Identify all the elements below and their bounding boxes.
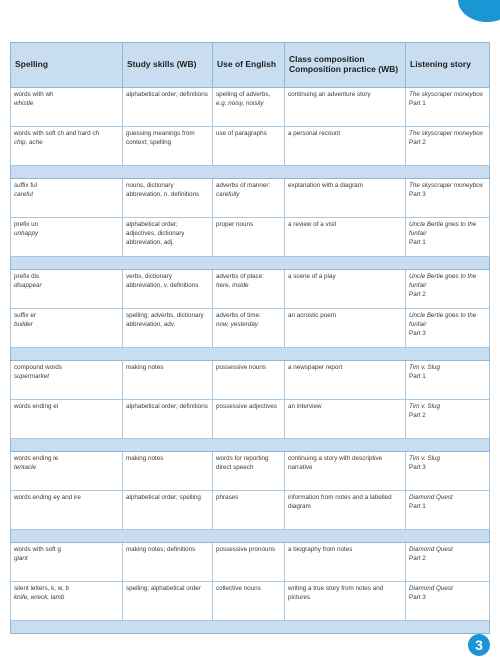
- use-of-english-cell: [213, 361, 285, 400]
- listening-part: Part 1: [409, 100, 426, 107]
- listening-title: Diamond Quest: [409, 494, 453, 501]
- composition-cell: a biography from notes: [285, 543, 406, 582]
- section-divider: [11, 439, 490, 452]
- spelling-cell: [11, 127, 123, 166]
- listening-part: Part 3: [409, 464, 426, 471]
- use-of-english-example: e.g. noisy, noisily: [216, 100, 264, 107]
- spelling-cell: [11, 88, 123, 127]
- listening-part: Part 3: [409, 594, 426, 601]
- section-divider-cell: [11, 166, 490, 179]
- spelling-text: prefix dis: [14, 273, 40, 280]
- listening-part: Part 2: [409, 139, 426, 146]
- section-divider: [11, 348, 490, 361]
- spelling-text: words ending ey and ire: [14, 494, 81, 501]
- study-skills-cell: spelling; adverbs, dictionary abbreviation, adv.: [123, 309, 213, 348]
- table-row: [11, 400, 490, 439]
- table-row: [11, 491, 490, 530]
- table-row: [11, 179, 490, 218]
- section-divider-cell: [11, 439, 490, 452]
- use-of-english-text: collective nouns: [216, 585, 261, 592]
- composition-cell: continuing an adventure story: [285, 88, 406, 127]
- use-of-english-cell: [213, 491, 285, 530]
- spelling-cell: [11, 400, 123, 439]
- header-listening: Listening story: [406, 43, 490, 88]
- listening-title: Tim v. Slug: [409, 403, 440, 410]
- listening-part: Part 2: [409, 412, 426, 419]
- header-spelling: Spelling: [11, 43, 123, 88]
- listening-title: The skyscraper moneybox: [409, 130, 483, 137]
- composition-cell: an acrostic poem: [285, 309, 406, 348]
- study-skills-cell: guessing meanings from context; spelling: [123, 127, 213, 166]
- composition-cell: a personal recount: [285, 127, 406, 166]
- spelling-text: words ending le: [14, 455, 59, 462]
- table-row: [11, 309, 490, 348]
- table-row: [11, 452, 490, 491]
- listening-part: Part 2: [409, 291, 426, 298]
- listening-cell: [406, 452, 490, 491]
- spelling-cell: [11, 361, 123, 400]
- listening-cell: [406, 491, 490, 530]
- table-row: [11, 127, 490, 166]
- section-divider: [11, 530, 490, 543]
- listening-title: Uncle Bertie goes to the funfair: [409, 273, 477, 289]
- spelling-example: supermarket: [14, 373, 49, 380]
- spelling-cell: [11, 218, 123, 257]
- table-row: [11, 543, 490, 582]
- spelling-text: suffix ful: [14, 182, 37, 189]
- spelling-example: tentacle: [14, 464, 37, 471]
- use-of-english-text: proper nouns: [216, 221, 254, 228]
- section-divider-cell: [11, 530, 490, 543]
- listening-cell: [406, 218, 490, 257]
- composition-cell: an interview: [285, 400, 406, 439]
- header-composition: Class composition Composition practice (WB): [285, 43, 406, 88]
- section-divider-cell: [11, 621, 490, 634]
- listening-cell: [406, 543, 490, 582]
- use-of-english-text: phrases: [216, 494, 239, 501]
- study-skills-cell: making notes; definitions: [123, 543, 213, 582]
- listening-cell: [406, 270, 490, 309]
- spelling-text: prefix un: [14, 221, 39, 228]
- use-of-english-cell: [213, 179, 285, 218]
- use-of-english-text: possessive nouns: [216, 364, 267, 371]
- table-row: [11, 218, 490, 257]
- table-row: [11, 361, 490, 400]
- section-divider: [11, 166, 490, 179]
- listening-title: Diamond Quest: [409, 546, 453, 553]
- page-number: 3: [468, 634, 490, 656]
- use-of-english-cell: [213, 582, 285, 621]
- header-use-of-english: Use of English: [213, 43, 285, 88]
- use-of-english-cell: [213, 218, 285, 257]
- use-of-english-cell: [213, 88, 285, 127]
- header-row: [11, 43, 490, 88]
- spelling-example: unhappy: [14, 230, 39, 237]
- composition-cell: a review of a visit: [285, 218, 406, 257]
- study-skills-cell: nouns, dictionary abbreviation, n. definitions: [123, 179, 213, 218]
- spelling-example: chip, ache: [14, 139, 43, 146]
- use-of-english-cell: [213, 270, 285, 309]
- listening-cell: [406, 88, 490, 127]
- listening-part: Part 1: [409, 239, 426, 246]
- corner-decoration: [458, 0, 500, 22]
- spelling-text: compound words: [14, 364, 62, 371]
- section-divider-cell: [11, 348, 490, 361]
- listening-title: Uncle Bertie goes to the funfair: [409, 221, 477, 237]
- use-of-english-text: words for reporting direct speech: [216, 455, 269, 471]
- table-row: [11, 88, 490, 127]
- listening-cell: [406, 179, 490, 218]
- listening-cell: [406, 309, 490, 348]
- spelling-example: knife, wreck, lamb: [14, 594, 65, 601]
- use-of-english-text: use of paragraphs: [216, 130, 267, 137]
- listening-title: The skyscraper moneybox: [409, 182, 483, 189]
- use-of-english-text: adverbs of time:: [216, 312, 261, 319]
- header-study-skills: Study skills (WB): [123, 43, 213, 88]
- study-skills-cell: spelling; alphabetical order: [123, 582, 213, 621]
- use-of-english-example: carefully: [216, 191, 240, 198]
- use-of-english-cell: [213, 452, 285, 491]
- spelling-example: giant: [14, 555, 28, 562]
- study-skills-cell: making notes: [123, 452, 213, 491]
- listening-cell: [406, 400, 490, 439]
- spelling-example: whistle: [14, 100, 34, 107]
- use-of-english-cell: [213, 309, 285, 348]
- spelling-cell: [11, 582, 123, 621]
- spelling-cell: [11, 309, 123, 348]
- spelling-example: disappear: [14, 282, 42, 289]
- spelling-cell: [11, 179, 123, 218]
- study-skills-cell: alphabetical order; definitions: [123, 400, 213, 439]
- use-of-english-text: adverbs of place:: [216, 273, 264, 280]
- study-skills-cell: making notes: [123, 361, 213, 400]
- spelling-example: builder: [14, 321, 33, 328]
- spelling-text: words with soft ch and hard ch: [14, 130, 100, 137]
- use-of-english-text: spelling of adverbs,: [216, 91, 271, 98]
- use-of-english-text: adverbs of manner:: [216, 182, 271, 189]
- spelling-cell: [11, 270, 123, 309]
- composition-cell: explanation with a diagram: [285, 179, 406, 218]
- composition-cell: information from notes and a labelled diagram: [285, 491, 406, 530]
- use-of-english-text: possessive pronouns: [216, 546, 276, 553]
- listening-part: Part 3: [409, 330, 426, 337]
- study-skills-cell: alphabetical order; definitions: [123, 88, 213, 127]
- listening-part: Part 1: [409, 373, 426, 380]
- use-of-english-cell: [213, 127, 285, 166]
- spelling-example: careful: [14, 191, 33, 198]
- spelling-cell: [11, 543, 123, 582]
- listening-cell: [406, 127, 490, 166]
- table-body: [11, 88, 490, 634]
- composition-cell: continuing a story with descriptive narrative: [285, 452, 406, 491]
- study-skills-cell: verbs, dictionary abbreviation, v. definitions: [123, 270, 213, 309]
- table-row: [11, 582, 490, 621]
- use-of-english-cell: [213, 400, 285, 439]
- use-of-english-example: now, yesterday: [216, 321, 259, 328]
- spelling-text: suffix er: [14, 312, 36, 319]
- spelling-text: words ending el: [14, 403, 59, 410]
- listening-part: Part 3: [409, 191, 426, 198]
- section-divider: [11, 621, 490, 634]
- listening-title: Tim v. Slug: [409, 364, 440, 371]
- composition-cell: a newspaper report: [285, 361, 406, 400]
- use-of-english-text: possessive adjectives: [216, 403, 277, 410]
- spelling-text: words with soft g: [14, 546, 61, 553]
- spelling-text: words with wh: [14, 91, 54, 98]
- use-of-english-cell: [213, 543, 285, 582]
- listening-title: Diamond Quest: [409, 585, 453, 592]
- listening-title: The skyscraper moneybox: [409, 91, 483, 98]
- composition-cell: writing a true story from notes and pictures: [285, 582, 406, 621]
- use-of-english-example: here, inside: [216, 282, 249, 289]
- spelling-cell: [11, 491, 123, 530]
- spelling-cell: [11, 452, 123, 491]
- spelling-text: silent letters, k, w, b: [14, 585, 69, 592]
- listening-part: Part 1: [409, 503, 426, 510]
- table-row: [11, 270, 490, 309]
- listening-title: Uncle Bertie goes to the funfair: [409, 312, 477, 328]
- composition-cell: a scene of a play: [285, 270, 406, 309]
- study-skills-cell: alphabetical order; spelling: [123, 491, 213, 530]
- listening-cell: [406, 582, 490, 621]
- curriculum-table: [10, 42, 490, 634]
- listening-title: Tim v. Slug: [409, 455, 440, 462]
- section-divider-cell: [11, 257, 490, 270]
- listening-cell: [406, 361, 490, 400]
- study-skills-cell: alphabetical order; adjectives, dictionary abbreviation, adj.: [123, 218, 213, 257]
- listening-part: Part 2: [409, 555, 426, 562]
- section-divider: [11, 257, 490, 270]
